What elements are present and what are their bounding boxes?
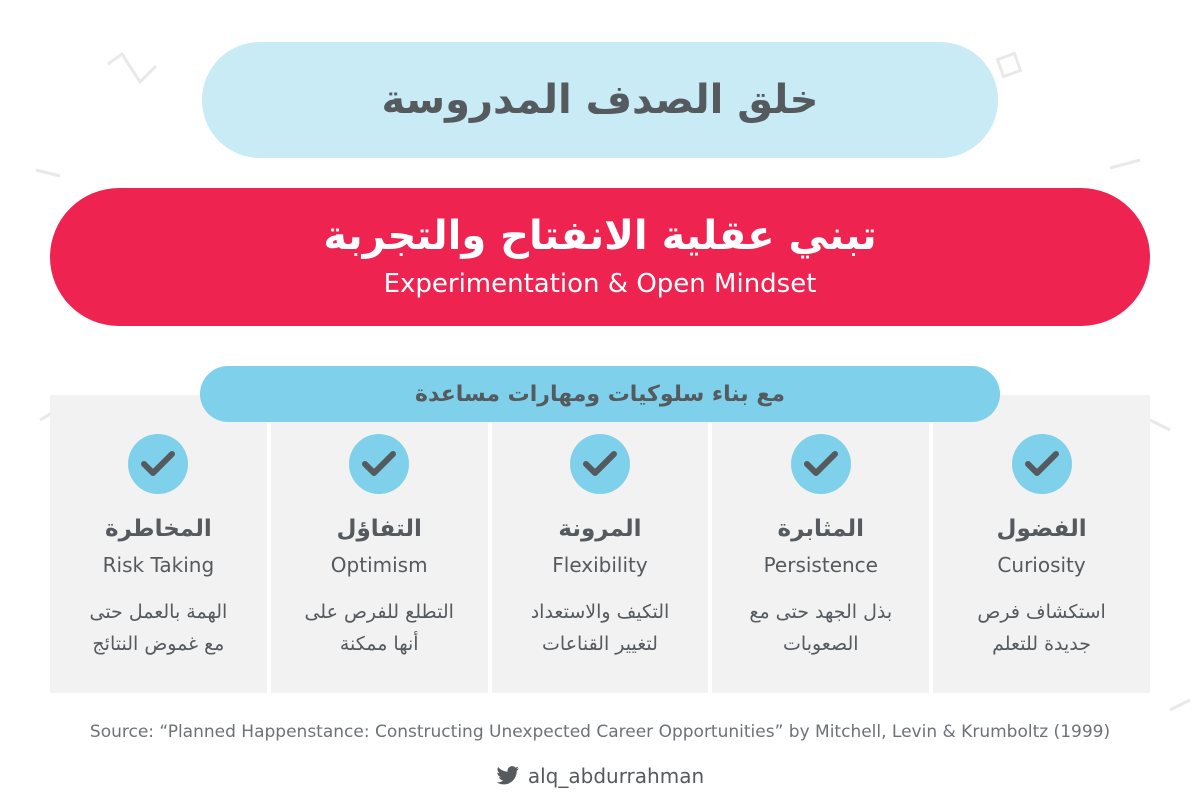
handle-text: alq_abdurrahman (527, 764, 705, 788)
behavior-description-line: لتغيير القناعات (542, 633, 658, 655)
main-heading-english: Experimentation & Open Mindset (383, 269, 817, 299)
subheading-banner (200, 366, 1000, 422)
behavior-description-line: الهمة بالعمل حتى (89, 601, 228, 623)
title-banner (202, 42, 998, 158)
subheading: مع بناء سلوكيات ومهارات مساعدة (415, 381, 785, 407)
check-icon (1012, 434, 1072, 494)
behavior-title-arabic: التفاؤل (336, 516, 422, 542)
behavior-description-line: استكشاف فرص (977, 601, 1106, 623)
behavior-title-arabic: المرونة (558, 516, 642, 542)
behaviors-grid (50, 395, 1150, 693)
check-icon (791, 434, 851, 494)
behavior-card (50, 395, 267, 693)
behavior-description-line: التكيف والاستعداد (530, 601, 670, 623)
behavior-description (289, 596, 469, 660)
behavior-card (712, 395, 929, 693)
behavior-title-arabic: المثابرة (777, 516, 865, 542)
behavior-description-line: أنها ممكنة (339, 633, 419, 655)
source-citation: Source: “Planned Happenstance: Constructing Unexpected Career Opportunities” by Mitchell, Levin & Krumboltz (1999) (89, 722, 1111, 742)
behavior-title-english: Flexibility (552, 553, 648, 577)
behavior-description (952, 596, 1132, 660)
behavior-title-arabic: الفضول (996, 516, 1087, 542)
behavior-description (68, 596, 248, 660)
check-icon (128, 434, 188, 494)
behavior-title-english: Optimism (330, 553, 428, 577)
behavior-description-line: مع غموض النتائج (92, 633, 225, 655)
twitter-bird-icon (496, 766, 520, 786)
main-heading-arabic: تبني عقلية الانفتاح والتجربة (323, 213, 877, 259)
behavior-title-english: Persistence (763, 553, 878, 577)
behavior-title-english: Curiosity (997, 553, 1086, 577)
behavior-description (510, 596, 690, 660)
page-title: خلق الصدف المدروسة (381, 77, 819, 123)
behavior-description-line: التطلع للفرص على (304, 601, 454, 623)
main-banner (50, 188, 1150, 326)
behavior-card (271, 395, 488, 693)
behavior-description-line: بذل الجهد حتى مع (749, 601, 893, 623)
behavior-description (731, 596, 911, 660)
check-icon (570, 434, 630, 494)
check-icon (349, 434, 409, 494)
behavior-description-line: جديدة للتعلم (992, 633, 1092, 655)
behavior-card (933, 395, 1150, 693)
behavior-description-line: الصعوبات (783, 633, 859, 655)
behavior-card (492, 395, 709, 693)
author-handle[interactable] (0, 764, 1200, 788)
behavior-title-arabic: المخاطرة (105, 516, 212, 542)
behavior-title-english: Risk Taking (102, 553, 215, 577)
